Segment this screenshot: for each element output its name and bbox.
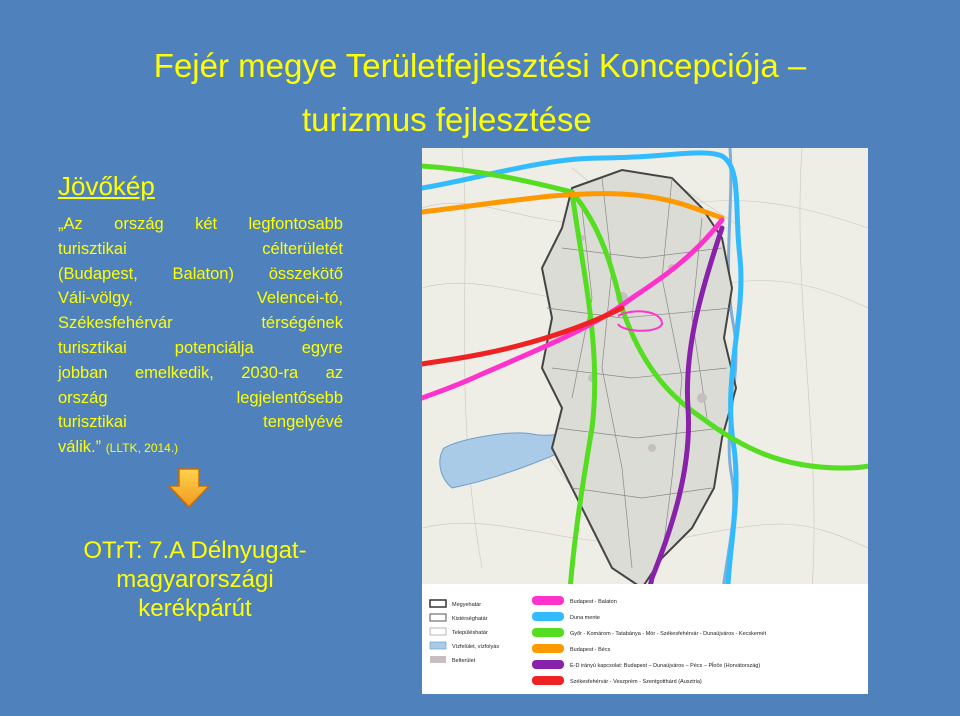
quote-line: turisztikai tengelyévé [58, 413, 343, 432]
legend-label: Székesfehérvár - Veszprém - Szentgotthárd (Ausztria) [570, 679, 702, 685]
quote-line: jobban emelkedik, 2030-ra az [58, 363, 343, 382]
legend-label: Belterület [452, 658, 476, 664]
otrt-line: kerékpárút [138, 595, 252, 622]
quote-line: Váli-völgy, Velencei-tó, [58, 289, 343, 308]
quote-source: (LLTK, 2014.) [105, 441, 179, 456]
otrt-line: magyarországi [116, 566, 274, 593]
vision-quote [58, 212, 343, 461]
legend-label: É-D irányú kapcsolat: Budapest – Dunaújváros – Pécs – Pł̌oče (Horvátország) [570, 663, 761, 669]
arrow-down-icon [168, 468, 210, 508]
page-subtitle: turizmus fejlesztése [302, 101, 592, 138]
map-graphic [422, 148, 868, 694]
quote-line: turisztikai potenciálja egyre [58, 338, 343, 357]
quote-line: Székesfehérvár térségének [58, 314, 343, 333]
vision-heading: Jövőkép [58, 171, 155, 201]
legend-label: Kistérséghatár [452, 616, 488, 622]
region-map [422, 148, 868, 694]
quote-line: „Az ország két legfontosabb [58, 215, 343, 233]
otrt-note [50, 536, 340, 623]
legend-label: Budapest - Balaton [570, 599, 617, 605]
legend-label: Győr - Komárom - Tatabánya - Mór - Székesfehérvár - Dunaújváros - Kecskemét [570, 631, 767, 637]
quote-last-line [58, 435, 343, 461]
quote-line: (Budapest, Balaton) összekötő [58, 264, 343, 283]
legend-label: Településhatár [452, 630, 488, 636]
legend-panel [422, 584, 868, 694]
legend-label: Duna mente [570, 615, 600, 621]
legend-label: Budapest - Bécs [570, 647, 611, 653]
legend-label: Megyehatár [452, 602, 482, 608]
otrt-line: OTrT: 7.A Délnyugat- [83, 537, 307, 564]
quote-line: turisztikai célterületét [58, 239, 343, 258]
quote-line: ország legjelentősebb [58, 388, 343, 407]
quote-end: válik.” [58, 438, 102, 457]
legend-label: Vízfelület, vízfolyás [452, 644, 500, 650]
page-title: Fejér megye Területfejlesztési Koncepciója – [153, 47, 807, 84]
